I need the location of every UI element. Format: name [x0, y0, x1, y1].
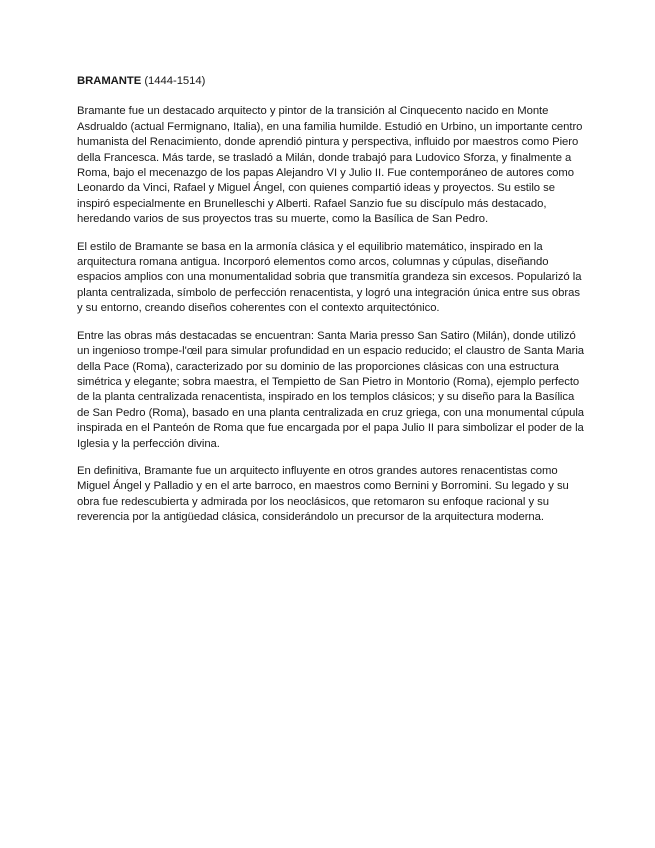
- paragraph-works: Entre las obras más destacadas se encuentran: Santa Maria presso San Satiro (Milán), donde utilizó un ingenioso trompe-l'œil para simular profundidad en un espacio reducido; el claustro de Santa Maria della Pace (Roma), caracterizado por su dominio de las proporciones clásicas con una estructura simétrica y elegante; sobra maestra, el Tempietto de San Pietro in Montorio (Roma), ejemplo perfecto de la planta centralizada renacentista, inspirado en los templos clásicos; y su diseño para la Basílica de San Pedro (Roma), basado en una planta centralizada en cruz griega, con una monumental cúpula inspirada en el Panteón de Roma que fue encargada por el papa Julio II para simbolizar el poder de la Iglesia y la perfección divina.: [77, 329, 585, 450]
- document-page: [77, 74, 587, 538]
- document-title: [77, 74, 587, 89]
- paragraph-style: El estilo de Bramante se basa en la armonía clásica y el equilibrio matemático, inspirado en la arquitectura romana antigua. Incorporó elementos como arcos, columnas y cúpulas, diseñando espacios amplios con una monumentalidad sobria que transmitía grandeza sin excesos. Popularizó la planta centralizada, símbolo de perfección renacentista, y logró una integración única entre sus obras y su entorno, creando diseños coherentes con el contexto arquitectónico.: [77, 240, 582, 315]
- title-dates: (1444-1514): [144, 75, 206, 87]
- paragraph-biography: Bramante fue un destacado arquitecto y pintor de la transición al Cinquecento nacido en Monte Asdrualdo (actual Fermignano, Italia), en una familia humilde. Estudió en Urbino, un importante centro humanista del Renacimiento, donde aprendió pintura y perspectiva, influido por maestros como Piero della Francesca. Más tarde, se trasladó a Milán, donde trabajó para Ludovico Sforza, y finalmente a Roma, bajo el mecenazgo de los papas Alejandro VI y Julio II. Fue contemporáneo de autores como Leonardo da Vinci, Rafael y Miguel Ángel, con quienes compartió ideas y proyectos. Su estilo se inspiró especialmente en Brunelleschi y Alberti. Rafael Sanzio fue su discípulo más destacado, heredando varios de sus proyectos tras su muerte, como la Basílica de San Pedro.: [77, 105, 583, 226]
- paragraph-legacy: En definitiva, Bramante fue un arquitecto influyente en otros grandes autores renacentistas como Miguel Ángel y Palladio y en el arte barroco, en maestros como Bernini y Borromini. Su legado y su obra fue redescubierta y admirada por los neoclásicos, que retomaron su enfoque racional y su reverencia por la antigüedad clásica, considerándolo un precursor de la arquitectura moderna.: [77, 464, 569, 524]
- title-name: BRAMANTE: [77, 75, 142, 87]
